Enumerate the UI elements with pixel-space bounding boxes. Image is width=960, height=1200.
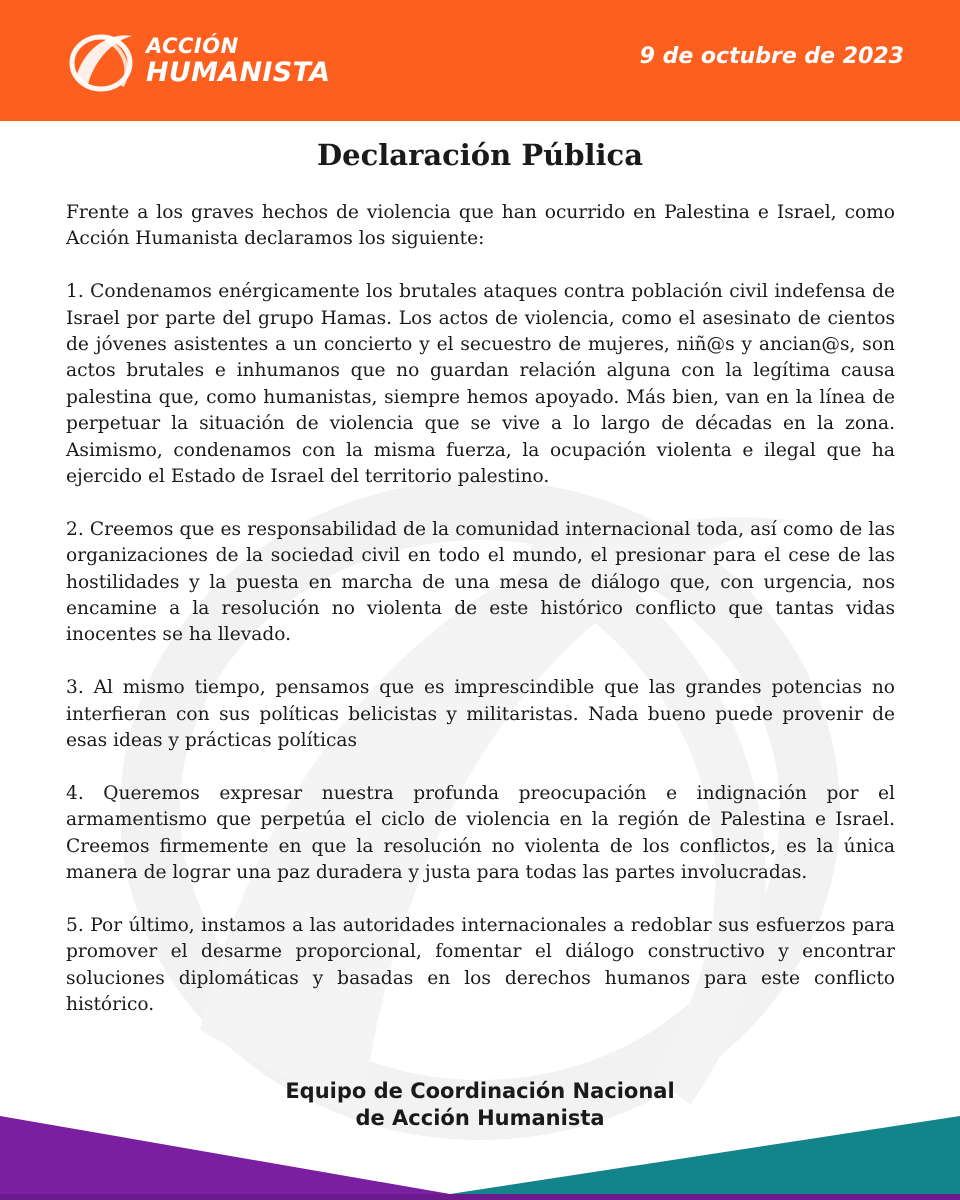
declaration-body	[66, 200, 895, 1045]
declaration-point-1: 1. Condenamos enérgicamente los brutales ataques contra población civil indefensa de Israel por parte del grupo Hamas. Los actos de violencia, como el asesinato de cientos de jóvenes asistentes a un concierto y el secuestro de mujeres, niñ@s y ancian@s, son actos brutales e inhumanos que no guardan relación alguna con la legítima causa palestina que, como humanistas, siempre hemos apoyado. Más bien, van en la línea de perpetuar la situación de violencia que se vive a lo largo de décadas en la zona. Asimismo, condenamos con la misma fuerza, la ocupación violenta e ilegal que ha ejercido el Estado de Israel del territorio palestino.	[66, 281, 895, 488]
page-title: Declaración Pública	[317, 138, 643, 172]
declaration-point-2: 2. Creemos que es responsabilidad de la comunidad internacional toda, así como de las organizaciones de la sociedad civil en todo el mundo, el presionar para el cese de las hostilidades y la puesta en marcha de una mesa de diálogo que, con urgencia, nos encamine a la resolución no violenta de este histórico conflicto que tantas vidas inocentes se ha llevado.	[66, 518, 895, 646]
declaration-point-4: 4. Queremos expresar nuestra profunda preocupación e indignación por el armamentismo que perpetúa el ciclo de violencia en la región de Palestina e Israel. Creemos firmemente en que la resolución no violenta de los conflictos, es la única manera de lograr una paz duradera y justa para todas las partes involucradas.	[66, 782, 895, 884]
declaration-point-3: 3. Al mismo tiempo, pensamos que es imprescindible que las grandes potencias no interfieran con sus políticas belicistas y militaristas. Nada bueno puede provenir de esas ideas y prácticas políticas	[66, 677, 895, 752]
logo-line-accion: ACCIÓN	[146, 34, 239, 58]
declaration-point-5: 5. Por último, instamos a las autoridades internacionales a redoblar sus esfuerzos para promover el desarme proporcional, fomentar el diálogo constructivo y encontrar soluciones diplomáticas y basadas en los derechos humanos para este conflicto histórico.	[66, 914, 895, 1016]
intro-paragraph: Frente a los graves hechos de violencia que han ocurrido en Palestina e Israel, como Acción Humanista declaramos los siguiente:	[66, 202, 895, 250]
logo-wordmark	[146, 36, 330, 86]
signature-line-1: Equipo de Coordinación Nacional	[285, 1079, 675, 1103]
logo-line-humanista: HUMANISTA	[146, 57, 331, 88]
document-date: 9 de octubre de 2023	[639, 44, 904, 69]
header-banner	[0, 0, 960, 121]
brand-logo	[66, 26, 331, 96]
signature-block	[0, 1078, 960, 1132]
accion-humanista-logo-icon	[66, 26, 140, 94]
signature-line-2: de Acción Humanista	[355, 1106, 605, 1130]
